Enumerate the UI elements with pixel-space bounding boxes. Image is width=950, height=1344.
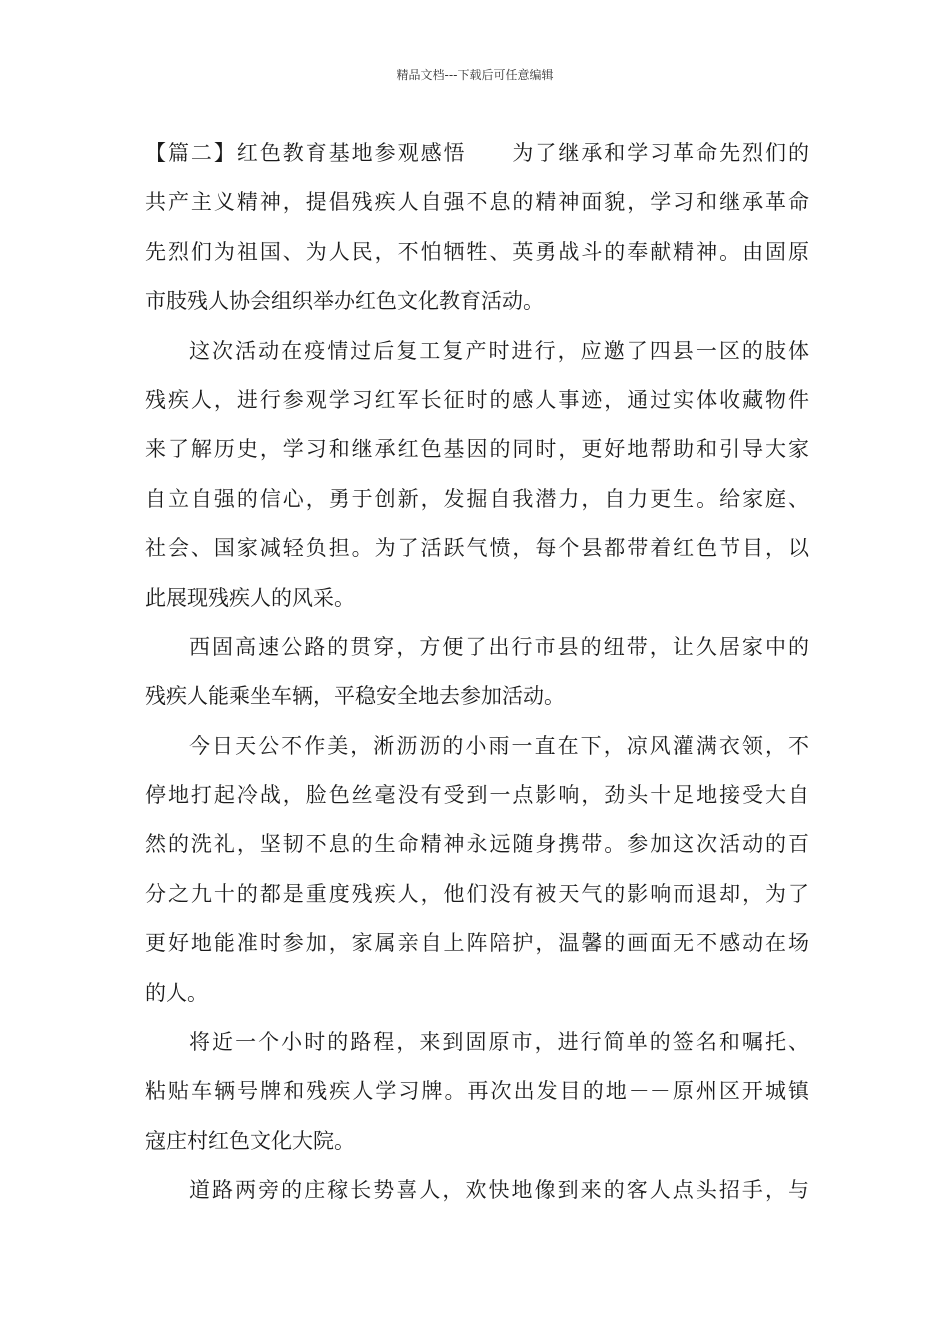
text-line: 将近一个小时的路程，来到固原市，进行简单的签名和嘱托、 (189, 1030, 809, 1055)
text-line: 【篇二】红色教育基地参观感悟 为了继承和学习革命先烈们的 (145, 141, 809, 165)
text-line: 自立自强的信心，勇于创新，发掘自我潜力，自力更生。给家庭、 (145, 486, 809, 511)
text-line: 今日天公不作美，淅沥沥的小雨一直在下，凉风灌满衣领，不 (189, 733, 809, 758)
text-line: 此展现残疾人的风采。 (145, 585, 355, 610)
document-body (145, 129, 809, 1216)
text-line: 来了解历史，学习和继承红色基因的同时，更好地帮助和引导大家 (145, 437, 809, 462)
text-line: 粘贴车辆号牌和残疾人学习牌。再次出发目的地－－原州区开城镇 (145, 1079, 809, 1104)
text-line: 共产主义精神，提倡残疾人自强不息的精神面貌，学习和继承革命 (145, 190, 809, 215)
text-line: 残疾人能乘坐车辆，平稳安全地去参加活动。 (145, 684, 565, 709)
text-line: 寇庄村红色文化大院。 (145, 1128, 355, 1153)
text-line: 的人。 (145, 980, 208, 1005)
text-line: 西固高速公路的贯穿，方便了出行市县的纽带，让久居家中的 (189, 634, 809, 659)
text-line: 社会、国家减轻负担。为了活跃气愤，每个县都带着红色节目，以 (145, 536, 809, 561)
text-line: 更好地能准时参加，家属亲自上阵陪护，温馨的画面无不感动在场 (145, 931, 809, 956)
text-line: 市肢残人协会组织举办红色文化教育活动。 (145, 289, 544, 314)
text-line: 分之九十的都是重度残疾人，他们没有被天气的影响而退却，为了 (145, 881, 809, 906)
text-line: 然的洗礼，坚韧不息的生命精神永远随身携带。参加这次活动的百 (145, 832, 809, 857)
text-line: 这次活动在疫情过后复工复产时进行，应邀了四县一区的肢体 (189, 338, 809, 363)
text-line: 停地打起冷战，脸色丝毫没有受到一点影响，劲头十足地接受大自 (145, 783, 809, 808)
text-line: 残疾人，进行参观学习红军长征时的感人事迹，通过实体收藏物件 (145, 387, 809, 412)
text-line: 先烈们为祖国、为人民，不怕牺牲、英勇战斗的奉献精神。由固原 (145, 239, 809, 264)
page-header: 精品文档---下载后可任意编辑 (396, 68, 554, 82)
text-line: 道路两旁的庄稼长势喜人，欢快地像到来的客人点头招手，与 (189, 1178, 809, 1203)
